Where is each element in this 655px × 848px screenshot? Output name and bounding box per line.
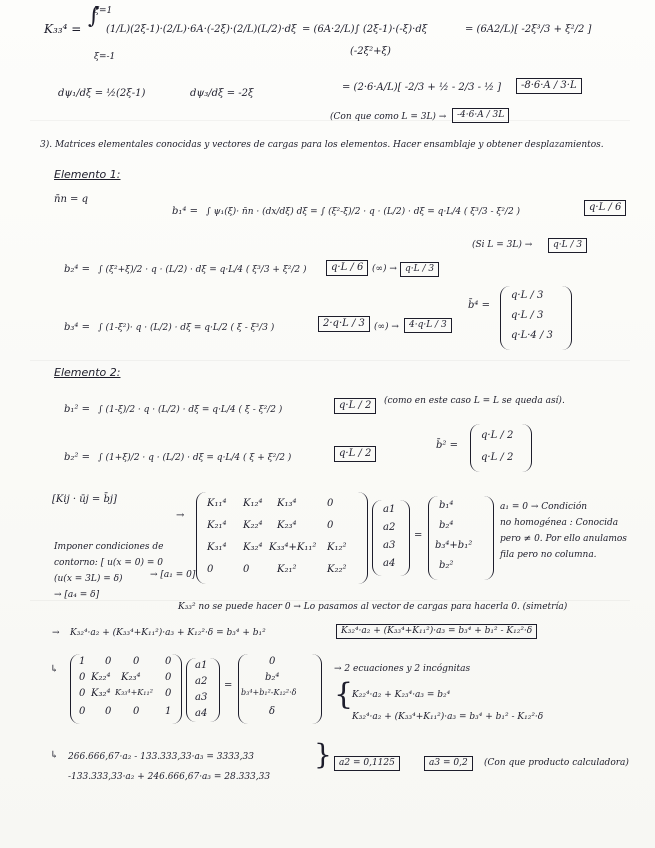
- b-vec-4-label: b̄⁴ =: [468, 300, 490, 311]
- b-cell: b₂²: [439, 560, 454, 571]
- b1-4-note-box: q·L / 3: [548, 238, 587, 253]
- k-cell: 0: [327, 498, 334, 509]
- b1-4-note: (Si L = 3L) →: [472, 240, 533, 250]
- k32-note: K₃₃² no se puede hacer 0 → Lo pasamos al vector de cargas para hacerla 0. (simetría): [178, 602, 568, 612]
- b1-4-expr: ∫ ψ₁(ξ)· n̄n · (dx/dξ) dξ = ∫ (ξ²-ξ)/2 · q · (L/2) · dξ = q·L/4 ( ξ³/3 - ξ²/2 ): [206, 207, 521, 217]
- m-cell: K₃₃⁴+K₁₁²: [115, 688, 153, 697]
- m-cell: 0: [165, 656, 172, 667]
- b3-4-box: 2·q·L / 3: [318, 316, 370, 332]
- b-cell: b₂⁴: [439, 520, 454, 531]
- b1-2-box: q·L / 2: [334, 398, 376, 414]
- reduced-b-vector: [238, 654, 322, 724]
- eq1-integrand: (1/L)(2ξ-1)·(2/L)·6A·(-2ξ)·(2/L)(L/2)·dξ: [106, 24, 297, 35]
- b-vec-2: [470, 424, 532, 472]
- b1-4-box: q·L / 6: [584, 200, 626, 216]
- m-cell: 1: [79, 656, 86, 667]
- bc-line-2: (u(x = 3L) = δ): [54, 574, 123, 584]
- condition-note-2: no homogénea : Conocida: [500, 518, 619, 528]
- condition-note-3: pero ≠ 0. Por ello anulamos: [500, 534, 627, 544]
- final-eq-1: 266.666,67·a₂ - 133.333,33·a₃ = 3333,33: [68, 752, 254, 762]
- k-cell: K₂₂²: [327, 564, 347, 575]
- m-cell: 0: [105, 706, 112, 717]
- eq1-result: = (6A2/L)[ -2ξ³/3 + ξ²/2 ]: [465, 24, 592, 35]
- rb-cell: b₂⁴: [265, 672, 280, 683]
- k33-label: K₃₃⁴ =: [44, 22, 82, 36]
- b2-2-box: q·L / 2: [334, 446, 376, 462]
- reduced-system-1: K₂₂⁴·a₂ + K₂₃⁴·a₃ = b₂⁴: [352, 690, 451, 700]
- b1-2-expr: ∫ (1-ξ)/2 · q · (L/2) · dξ = q·L/4 ( ξ - ξ²/2 ): [98, 405, 283, 415]
- m-cell: 0: [133, 656, 140, 667]
- b-vec-4: [500, 286, 572, 350]
- eq-k-arrow: →: [52, 628, 60, 638]
- stiffness-matrix: [196, 492, 368, 584]
- m-cell: 0: [79, 688, 86, 699]
- b-vec-4-cell: q·L·4 / 3: [511, 330, 553, 341]
- m-cell: 0: [79, 672, 86, 683]
- ru-cell: a4: [195, 708, 208, 719]
- integral-sign: ∫: [88, 4, 100, 29]
- b-vec-2-cell: q·L / 2: [481, 452, 514, 463]
- eq1-middle: = (6A·2/L)∫ (2ξ-1)·(-ξ)·dξ: [302, 24, 428, 35]
- k-cell: K₁₂⁴: [243, 498, 263, 509]
- m-cell: 0: [79, 706, 86, 717]
- b2-2-expr: ∫ (1+ξ)/2 · q · (L/2) · dξ = q·L/4 ( ξ + ξ²/2 ): [98, 453, 292, 463]
- u-cell: a3: [383, 540, 396, 551]
- k-cell: K₁₁⁴: [207, 498, 227, 509]
- u-cell: a4: [383, 558, 396, 569]
- b-vec-4-cell: q·L / 3: [511, 310, 544, 321]
- m-cell: 0: [165, 688, 172, 699]
- elemento-2-title: Elemento 2:: [54, 366, 121, 379]
- u-cell: a1: [383, 504, 396, 515]
- b2-4-expr: ∫ (ξ²+ξ)/2 · q · (L/2) · dξ = q·L/4 ( ξ³/3 + ξ²/2 ): [98, 265, 307, 275]
- bc-title: Imponer condiciones de: [54, 542, 164, 552]
- q-definition: n̄n = q: [54, 194, 89, 205]
- condition-note-4: fila pero no columna.: [500, 550, 597, 560]
- assembly-arrow: →: [176, 510, 185, 521]
- load-vector: [428, 496, 494, 580]
- displacement-vector: [372, 500, 410, 576]
- equals-sign: =: [224, 680, 233, 691]
- k-cell: K₃₃⁴+K₁₁²: [269, 542, 317, 553]
- equals-sign: =: [414, 530, 423, 541]
- reduced-system-2: K₃₂⁴·a₂ + (K₃₃⁴+K₁₁²)·a₃ = b₃⁴ + b₁² - K₁₂²·δ: [352, 712, 544, 722]
- ru-cell: a3: [195, 692, 208, 703]
- k-cell: K₃₁⁴: [207, 542, 227, 553]
- m-cell: 0: [133, 706, 140, 717]
- reduced-note: → 2 ecuaciones y 2 incógnitas: [334, 664, 471, 674]
- m-cell: K₃₂⁴: [91, 688, 111, 699]
- b2-2-lhs: b₂² =: [64, 452, 90, 463]
- reduced-lead: ↳: [50, 664, 59, 675]
- final-lead: ↳: [50, 750, 59, 761]
- bc-line-4: → [a₁ = 0]: [150, 570, 196, 580]
- ru-cell: a2: [195, 676, 208, 687]
- b3-4-note-box: 4·q·L / 3: [404, 318, 452, 333]
- rb-cell: δ: [269, 706, 276, 717]
- b2-4-note-box: q·L / 3: [400, 262, 439, 277]
- integral-lower: ξ=-1: [94, 52, 116, 62]
- condition-note-1: a₁ = 0 → Condición: [500, 502, 588, 512]
- u-cell: a2: [383, 522, 396, 533]
- b-vec-2-label: b̄² =: [436, 440, 458, 451]
- k-cell: K₃₂⁴: [243, 542, 263, 553]
- m-cell: 0: [165, 672, 172, 683]
- eq-k-box: K₃₂⁴·a₂ + (K₃₃⁴+K₁₁²)·a₃ = b₃⁴ + b₁² - K₁₂²·δ: [336, 624, 537, 639]
- paper-rule: [30, 360, 630, 361]
- b-cell: b₁⁴: [439, 500, 454, 511]
- b3-4-expr: ∫ (1-ξ²)· q · (L/2) · dξ = q·L/2 ( ξ - ξ³/3 ): [98, 323, 275, 333]
- section-3-heading: 3). Matrices elementales conocidas y vectores de cargas para los elementos. Hacer ensamblaje y obtener desplazamientos.: [40, 140, 604, 150]
- dpsi3-dxi: dψ₃/dξ = -2ξ: [190, 88, 254, 99]
- b1-2-lhs: b₁² =: [64, 404, 90, 415]
- b2-4-note: (∞) →: [372, 264, 397, 274]
- k-cell: 0: [243, 564, 250, 575]
- m-cell: 0: [105, 656, 112, 667]
- k-cell: K₁₂²: [327, 542, 347, 553]
- k-cell: K₂₁²: [277, 564, 297, 575]
- m-cell: K₂₃⁴: [121, 672, 141, 683]
- b2-4-lhs: b₂⁴ =: [64, 264, 90, 275]
- eq2-boxed-result: -8·6·A / 3·L: [516, 78, 582, 94]
- b1-4-lhs: b₁⁴ =: [172, 206, 198, 217]
- final-brace: }: [314, 738, 332, 771]
- k-cell: 0: [327, 520, 334, 531]
- k-cell: K₂₃⁴: [277, 520, 297, 531]
- k-cell: 0: [207, 564, 214, 575]
- rb-cell: 0: [269, 656, 276, 667]
- k-cell: K₂₁⁴: [207, 520, 227, 531]
- eq2-right: = (2·6·A/L)[ -2/3 + ½ - 2/3 - ½ ]: [342, 82, 501, 93]
- b3-4-lhs: b₃⁴ =: [64, 322, 90, 333]
- m-cell: 1: [165, 706, 172, 717]
- b3-4-note: (∞) →: [374, 322, 399, 332]
- reduced-matrix: [70, 654, 182, 724]
- k-cell: K₁₃⁴: [277, 498, 297, 509]
- calculator-note: (Con que producto calculadora): [484, 758, 629, 768]
- bc-line-3: → [a₄ = δ]: [54, 590, 100, 600]
- m-cell: K₂₂⁴: [91, 672, 111, 683]
- rb-cell: b₃⁴+b₁²-K₁₂²·δ: [241, 688, 297, 697]
- ru-cell: a1: [195, 660, 208, 671]
- eq2-note: (Con que como L = 3L) →: [330, 112, 447, 122]
- final-eq-2: -133.333,33·a₂ + 246.666,67·a₃ = 28.333,33: [68, 772, 271, 782]
- eq1-underbrace: (-2ξ²+ξ): [350, 46, 391, 57]
- eq2-note-box: -4·6·A / 3L: [452, 108, 509, 123]
- system-brace: {: [334, 677, 354, 712]
- b2-4-box: q·L / 6: [326, 260, 368, 276]
- bc-line-1: contorno: [ u(x = 0) = 0: [54, 558, 163, 568]
- b-vec-2-cell: q·L / 2: [481, 430, 514, 441]
- integral-upper: ξ=1: [94, 6, 113, 16]
- b-cell: b₃⁴+b₁²: [435, 540, 473, 551]
- b-vec-4-cell: q·L / 3: [511, 290, 544, 301]
- eq-k-lhs: K₃₂⁴·a₂ + (K₃₃⁴+K₁₁²)·a₃ + K₁₂²·δ = b₃⁴ + b₁²: [70, 628, 266, 638]
- elemento-1-title: Elemento 1:: [54, 168, 121, 181]
- reduced-u-vector: [186, 658, 220, 722]
- dpsi1-dxi: dψ₁/dξ = ½(2ξ-1): [58, 88, 146, 99]
- b1-2-note: (como en este caso L = L se queda así).: [384, 396, 565, 406]
- k-cell: K₂₂⁴: [243, 520, 263, 531]
- paper-rule: [30, 600, 630, 601]
- assembly-equation: [Kij · ūj = b̄j]: [52, 494, 117, 505]
- result-a2: a2 = 0,1125: [334, 756, 400, 771]
- result-a3: a3 = 0,2: [424, 756, 473, 771]
